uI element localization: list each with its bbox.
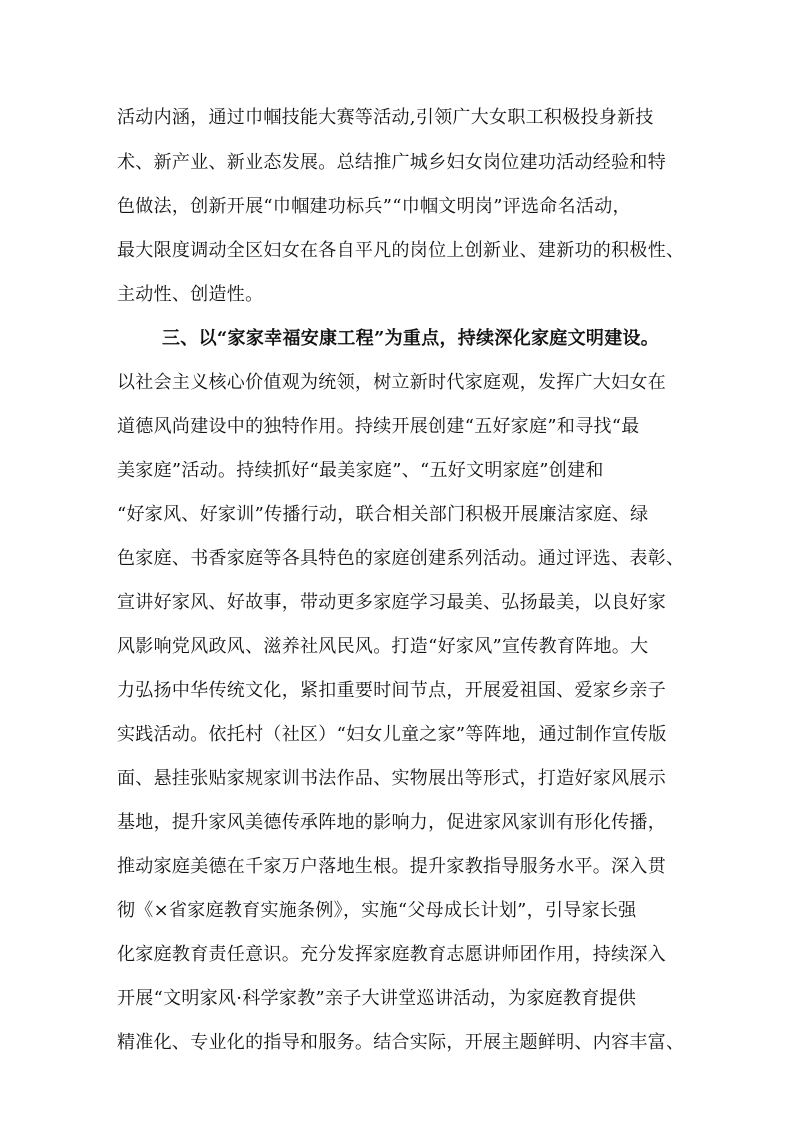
paragraph-line: 色家庭、书香家庭等各具特色的家庭创建系列活动。通过评选、表彰、 (117, 548, 685, 569)
section-heading: 三、以“家家幸福安康工程”为重点，持续深化家庭文明建设。 (162, 328, 660, 349)
paragraph-line: 面、悬挂张贴家规家训书法作品、实物展出等形式，打造好家风展示 (117, 768, 666, 789)
paragraph-line: 力弘扬中华传统文化，紧扣重要时间节点，开展爱祖国、爱家乡亲子 (117, 680, 666, 701)
paragraph-line: 活动内涵，通过巾帼技能大赛等活动,引领广大女职工积极投身新技 (117, 107, 654, 128)
paragraph-line: 基地，提升家风美德传承阵地的影响力，促进家风家训有形化传播， (117, 812, 666, 833)
paragraph-line: 开展“文明家风·科学家教”亲子大讲堂巡讲活动，为家庭教育提供 (117, 988, 637, 1009)
paragraph-line: 道德风尚建设中的独特作用。持续开展创建“五好家庭”和寻找“最 (117, 416, 640, 437)
paragraph-line: 推动家庭美德在千家万户落地生根。提升家教指导服务水平。深入贯 (117, 856, 666, 877)
paragraph-line: 术、新产业、新业态发展。总结推广城乡妇女岗位建功活动经验和特 (117, 152, 666, 173)
paragraph-line: 彻《×省家庭教育实施条例》，实施“父母成长计划”，引导家长强 (117, 900, 637, 921)
paragraph-line: 化家庭教育责任意识。充分发挥家庭教育志愿讲师团作用，持续深入 (117, 944, 666, 965)
paragraph-line: “好家风、好家训”传播行动，联合相关部门积极开展廉洁家庭、绿 (117, 504, 649, 525)
paragraph-line: 宣讲好家风、好故事，带动更多家庭学习最美、弘扬最美，以良好家 (117, 592, 666, 613)
paragraph-line: 主动性、创造性。 (117, 284, 264, 305)
paragraph-line: 实践活动。依托村（社区）“妇女儿童之家”等阵地，通过制作宣传版 (117, 724, 667, 745)
paragraph-line: 色做法，创新开展“巾帼建功标兵”“巾帼文明岗”评选命名活动， (117, 196, 631, 217)
paragraph-line: 美家庭”活动。持续抓好“最美家庭”、“五好文明家庭”创建和 (117, 460, 604, 481)
paragraph-line: 以社会主义核心价值观为统领，树立新时代家庭观，发挥广大妇女在 (117, 372, 666, 393)
paragraph-line: 精准化、专业化的指导和服务。结合实际，开展主题鲜明、内容丰富、 (117, 1032, 685, 1053)
paragraph-line: 风影响党风政风、滋养社风民风。打造“好家风”宣传教育阵地。大 (117, 636, 649, 657)
paragraph-line: 最大限度调动全区妇女在各自平凡的岗位上创新业、建新功的积极性、 (117, 240, 685, 261)
